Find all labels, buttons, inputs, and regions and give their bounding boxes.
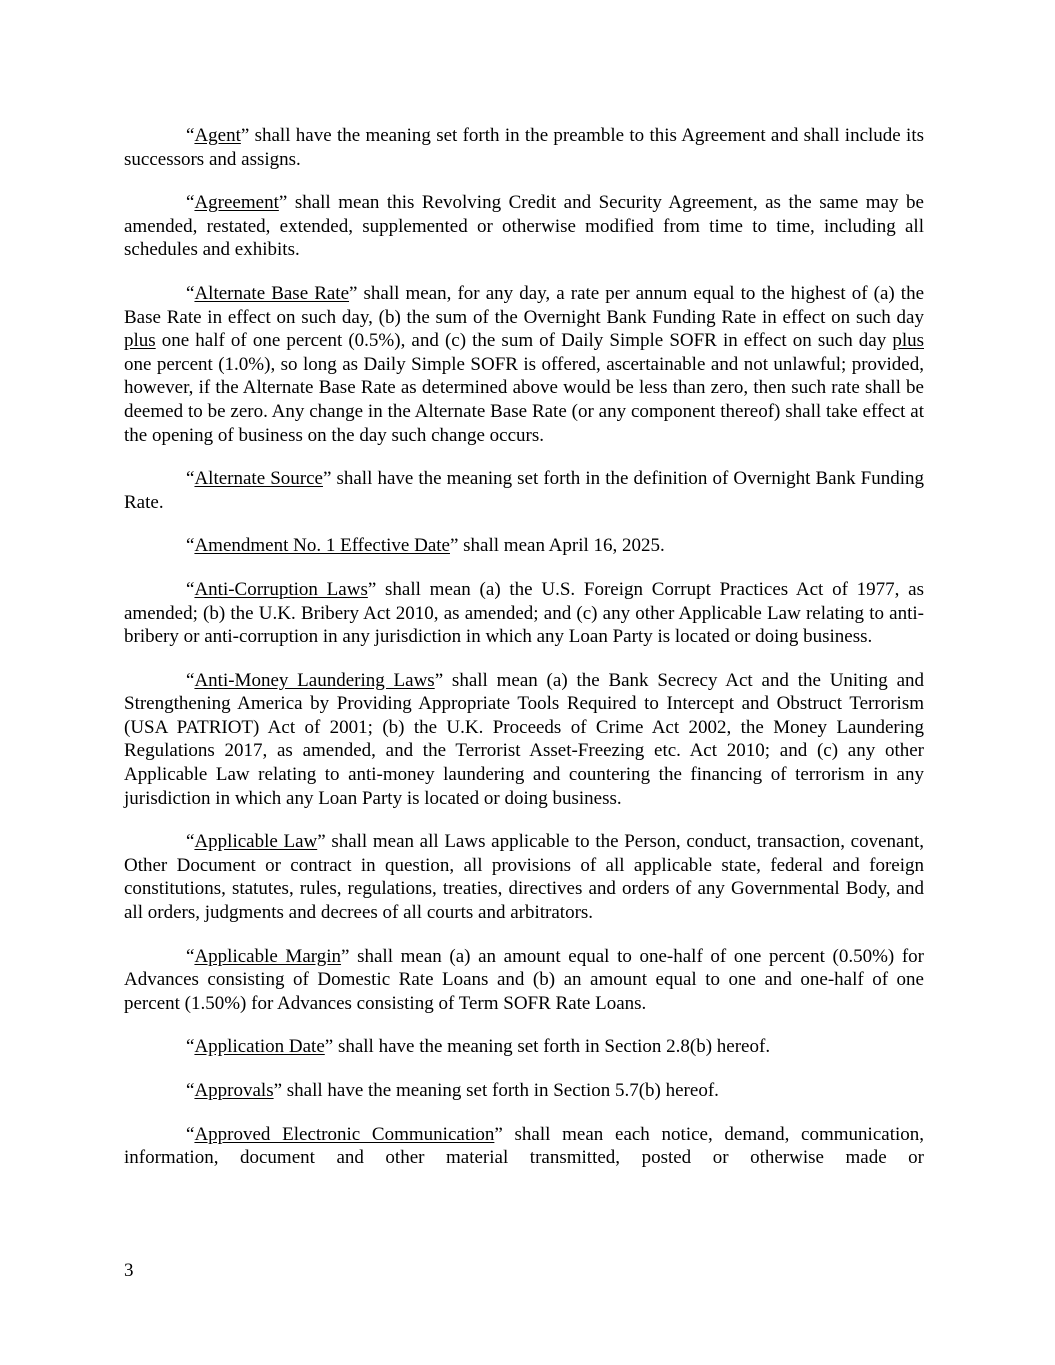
- defined-term: Applicable Law: [194, 831, 318, 853]
- definition-anti-money-laundering-laws: [124, 669, 924, 811]
- definition-anti-corruption-laws: [124, 578, 924, 649]
- definition-text: ” shall have the meaning set forth in Section 2.8(b) hereof.: [324, 1036, 771, 1058]
- open-quote: “: [186, 192, 195, 214]
- plus-emphasis: plus: [124, 330, 156, 352]
- defined-term: Agreement: [194, 192, 279, 214]
- open-quote: “: [186, 535, 195, 557]
- defined-term: Approvals: [194, 1080, 274, 1101]
- open-quote: “: [186, 1080, 195, 1101]
- definition-approvals: [124, 1079, 924, 1103]
- definition-text: ” shall mean (a) an amount equal to one-half of one percent (0.50%) for Advances consisting of Domestic Rate Loans and (b) an amount equal to one and one-half of one percent (1.50%) for Advances consisting of Term SOFR Rate Loans.: [124, 945, 925, 1014]
- definition-text: ” shall have the meaning set forth in the definition of Overnight Bank Funding Rate.: [124, 468, 924, 513]
- definition-text: ” shall mean (a) the U.S. Foreign Corrupt Practices Act of 1977, as amended; (b) the U.K. Bribery Act 2010, as amended; and (c) any other Applicable Law relating to anti-bribery or anti-corruption in any jurisdiction in which any Loan Party is located or doing business.: [124, 578, 924, 648]
- definition-alternate-source: [124, 467, 924, 514]
- definition-text: ” shall mean each notice, demand, communication, information, document and other material transmitted, posted or otherwise made or: [124, 1123, 924, 1169]
- plus-emphasis: plus: [892, 330, 924, 352]
- definition-text: ” shall mean April 16, 2025.: [449, 535, 665, 557]
- definition-text: ” shall mean this Revolving Credit and Security Agreement, as the same may be amended, restated, extended, supplemented or otherwise modified from time to time, including all schedules and exhibits.: [124, 192, 924, 261]
- defined-term: Agent: [194, 125, 241, 146]
- definition-applicable-law: [124, 830, 924, 924]
- definition-amendment-effective-date: [124, 534, 924, 558]
- open-quote: “: [186, 468, 195, 490]
- page-number: 3: [124, 1260, 134, 1281]
- definition-agreement: [124, 191, 924, 262]
- open-quote: “: [186, 125, 195, 146]
- open-quote: “: [186, 282, 195, 304]
- defined-term: Anti-Corruption Laws: [194, 578, 368, 600]
- defined-term: Anti-Money Laundering Laws: [194, 669, 435, 691]
- document-page: [124, 124, 924, 1190]
- definition-approved-electronic-communication: [124, 1123, 924, 1170]
- open-quote: “: [186, 1123, 195, 1145]
- definition-text: ” shall have the meaning set forth in the preamble to this Agreement and shall include its successors and assigns.: [124, 125, 924, 170]
- definition-application-date: [124, 1035, 924, 1059]
- definition-text: ” shall mean, for any day, a rate per annum equal to the highest of (a) the Base Rate in effect on such day, (b) the sum of the Overnight Bank Funding Rate in effect on such day: [124, 282, 924, 328]
- defined-term: Amendment No. 1 Effective Date: [194, 535, 450, 557]
- defined-term: Alternate Base Rate: [194, 282, 350, 304]
- open-quote: “: [186, 831, 195, 853]
- open-quote: “: [186, 1036, 195, 1058]
- open-quote: “: [186, 578, 195, 600]
- definition-text: ” shall have the meaning set forth in Section 5.7(b) hereof.: [273, 1080, 719, 1101]
- definition-alternate-base-rate: [124, 282, 924, 447]
- defined-term: Alternate Source: [194, 468, 323, 490]
- definition-text: ” shall mean (a) the Bank Secrecy Act and the Uniting and Strengthening America by Providing Appropriate Tools Required to Intercept and Obstruct Terrorism (USA PATRIOT) Act of 2001; (b) the U.K. Proceeds of Crime Act 2002, the Money Laundering Regulations 2017, as amended, and the Terrorist Asset-Freezing etc. Act 2010; and (c) any other Applicable Law relating to anti-money laundering and countering the financing of terrorism in any jurisdiction in which any Loan Party is located or doing business.: [124, 669, 924, 809]
- defined-term: Approved Electronic Communication: [194, 1123, 495, 1145]
- defined-term: Applicable Margin: [194, 945, 342, 967]
- definition-agent: [124, 124, 924, 171]
- definition-text: ” shall mean all Laws applicable to the Person, conduct, transaction, covenant, Other Document or contract in question, all provisions of all applicable state, federal and foreign constitutions, statutes, rules, regulations, treaties, directives and orders of any Governmental Body, and all orders, judgments and decrees of all courts and arbitrators.: [124, 831, 924, 924]
- definition-text: one half of one percent (0.5%), and (c) the sum of Daily Simple SOFR in effect on such day: [155, 330, 893, 352]
- defined-term: Application Date: [194, 1036, 325, 1058]
- definition-text: one percent (1.0%), so long as Daily Simple SOFR is offered, ascertainable and not unlawful; provided, however, if the Alternate Base Rate as determined above would be less than zero, then such rate shall be deemed to be zero. Any change in the Alternate Base Rate (or any component thereof) shall take effect at the opening of business on the day such change occurs.: [124, 353, 924, 446]
- open-quote: “: [186, 669, 195, 691]
- open-quote: “: [186, 945, 195, 967]
- definition-applicable-margin: [124, 945, 924, 1016]
